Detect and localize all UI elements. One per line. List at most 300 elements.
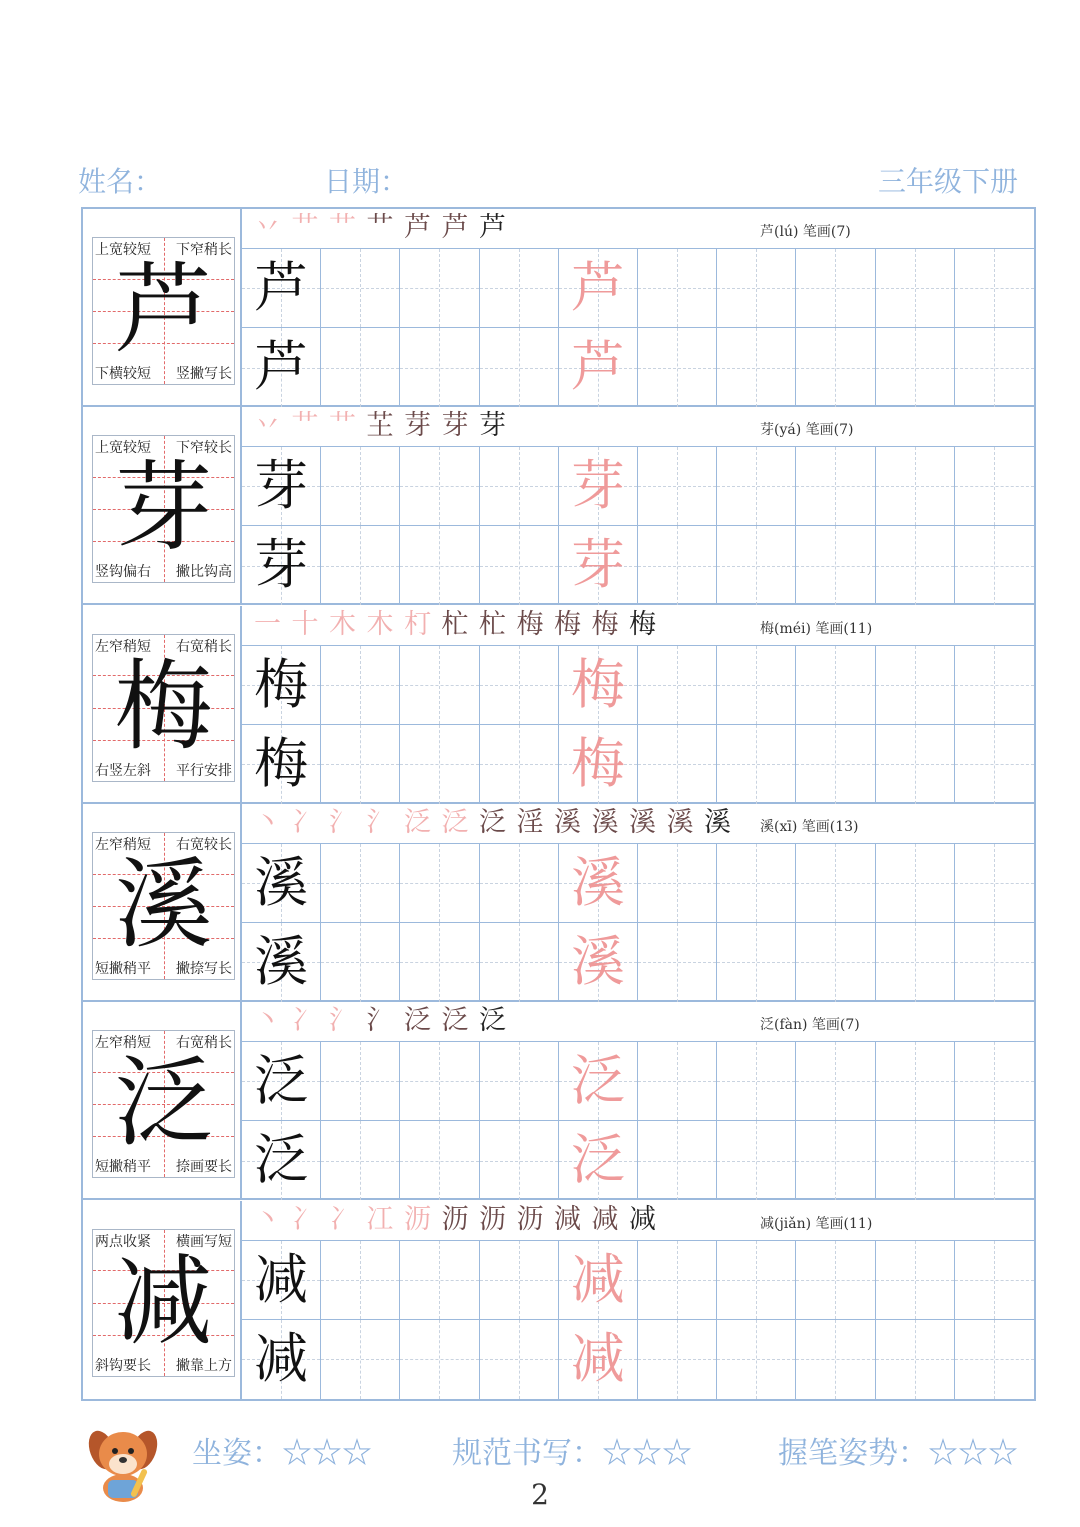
practice-cell[interactable] bbox=[559, 328, 638, 407]
character-info: 泛(fàn) 笔画(7) bbox=[760, 1017, 860, 1034]
practice-cell[interactable] bbox=[955, 249, 1034, 328]
cell-guide-line bbox=[796, 764, 874, 765]
writing-tip: 短撇稍平 bbox=[95, 960, 151, 977]
sample-character: 减 bbox=[254, 1326, 309, 1390]
practice-cell[interactable] bbox=[559, 1320, 638, 1399]
practice-cell[interactable] bbox=[717, 1241, 796, 1320]
trace-character: 泛 bbox=[570, 1049, 625, 1113]
character-block bbox=[83, 606, 1034, 804]
writing-tip: 右宽稍长 bbox=[176, 638, 232, 655]
writing-tip: 竖钩偏右 bbox=[95, 564, 151, 581]
practice-cell[interactable] bbox=[955, 844, 1034, 923]
writing-tip: 右宽较长 bbox=[176, 836, 232, 853]
cell-guide-line bbox=[321, 1081, 399, 1082]
practice-cell[interactable] bbox=[400, 1042, 479, 1121]
trace-character: 溪 bbox=[570, 850, 625, 914]
practice-cell[interactable] bbox=[717, 249, 796, 328]
practice-cell[interactable] bbox=[876, 1042, 955, 1121]
practice-cell[interactable] bbox=[242, 1042, 321, 1121]
stroke-step: 丷 bbox=[254, 212, 281, 243]
practice-cell[interactable] bbox=[559, 249, 638, 328]
cell-guide-line bbox=[638, 962, 716, 963]
stroke-step: 一 bbox=[254, 608, 281, 640]
practice-cell[interactable] bbox=[796, 249, 875, 328]
cell-guide-line bbox=[638, 883, 716, 884]
practice-cell[interactable] bbox=[876, 328, 955, 407]
cell-guide-line bbox=[400, 1081, 478, 1082]
stroke-step: 溪 bbox=[554, 806, 581, 838]
stroke-step: 冫 bbox=[291, 806, 319, 838]
practice-grid bbox=[242, 1042, 1034, 1200]
stroke-step: 氵 bbox=[329, 806, 356, 838]
writing-tip: 下横较短 bbox=[95, 366, 151, 382]
cell-guide-line bbox=[876, 764, 954, 765]
cell-guide-line bbox=[400, 368, 478, 369]
sample-character: 泛 bbox=[254, 1049, 309, 1113]
cell-guide-line bbox=[480, 288, 558, 289]
practice-cell[interactable] bbox=[717, 646, 796, 725]
stroke-step: 溪 bbox=[591, 806, 619, 838]
stroke-step: 氵 bbox=[366, 1005, 394, 1037]
cell-guide-line bbox=[796, 1081, 874, 1082]
practice-cell[interactable] bbox=[876, 447, 955, 526]
writing-tip: 左窄稍短 bbox=[95, 836, 151, 853]
model-character: 泛 bbox=[114, 1046, 213, 1161]
practice-cell[interactable] bbox=[480, 844, 559, 923]
sample-character: 芦 bbox=[254, 335, 309, 398]
practice-cell[interactable] bbox=[321, 447, 400, 526]
guide-panel bbox=[83, 407, 242, 605]
cell-guide-line bbox=[480, 1280, 558, 1281]
cell-guide-line bbox=[717, 368, 795, 369]
cell-guide-line bbox=[400, 486, 478, 487]
practice-cell[interactable] bbox=[796, 923, 875, 1002]
stroke-step: 木 bbox=[329, 608, 356, 640]
cell-guide-line bbox=[955, 486, 1034, 487]
cell-guide-line bbox=[638, 1161, 716, 1162]
cell-guide-line bbox=[876, 368, 954, 369]
practice-grid bbox=[242, 646, 1034, 804]
stroke-step: 艹 bbox=[291, 212, 319, 243]
practice-cell[interactable] bbox=[796, 328, 875, 407]
sample-character: 芽 bbox=[254, 454, 309, 518]
practice-cell[interactable] bbox=[876, 1241, 955, 1320]
practice-cell[interactable] bbox=[717, 526, 796, 605]
cell-guide-line bbox=[321, 368, 399, 369]
cell-guide-line bbox=[717, 288, 795, 289]
practice-cell[interactable] bbox=[400, 923, 479, 1002]
cell-guide-line bbox=[955, 883, 1034, 884]
practice-cell[interactable] bbox=[717, 725, 796, 804]
guide-panel bbox=[83, 1002, 242, 1200]
trace-character: 梅 bbox=[570, 731, 625, 795]
stroke-step: 泛 bbox=[441, 806, 469, 838]
practice-cell[interactable] bbox=[480, 923, 559, 1002]
practice-cell[interactable] bbox=[480, 1241, 559, 1320]
practice-cell[interactable] bbox=[400, 526, 479, 605]
practice-cell[interactable] bbox=[638, 725, 717, 804]
model-character-box bbox=[92, 237, 235, 385]
practice-cell[interactable] bbox=[400, 646, 479, 725]
cell-guide-line bbox=[876, 685, 954, 686]
cell-guide-line bbox=[400, 1359, 478, 1360]
stroke-step: 艹 bbox=[329, 410, 356, 442]
cell-guide-line bbox=[321, 883, 399, 884]
stroke-step: 木 bbox=[366, 608, 394, 640]
practice-cell[interactable] bbox=[400, 328, 479, 407]
practice-cell[interactable] bbox=[796, 1320, 875, 1399]
sample-character: 减 bbox=[254, 1247, 309, 1311]
practice-cell[interactable] bbox=[242, 1241, 321, 1320]
grade-label: 三年级下册 bbox=[878, 165, 1019, 198]
practice-cell[interactable] bbox=[400, 844, 479, 923]
model-character-box bbox=[92, 634, 235, 782]
cell-guide-line bbox=[400, 288, 478, 289]
practice-cell[interactable] bbox=[400, 1241, 479, 1320]
stroke-step: 朾 bbox=[404, 608, 431, 640]
practice-cell[interactable] bbox=[242, 526, 321, 605]
writing-tip: 下窄稍长 bbox=[176, 242, 232, 258]
practice-cell[interactable] bbox=[400, 249, 479, 328]
cell-guide-line bbox=[955, 566, 1034, 567]
practice-cell[interactable] bbox=[242, 1121, 321, 1200]
stroke-step: 沥 bbox=[516, 1203, 544, 1235]
practice-cell[interactable] bbox=[559, 1241, 638, 1320]
cell-guide-line bbox=[638, 1280, 716, 1281]
cell-guide-line bbox=[717, 1161, 795, 1162]
practice-cell[interactable] bbox=[638, 646, 717, 725]
practice-cell[interactable] bbox=[638, 447, 717, 526]
practice-cell[interactable] bbox=[876, 646, 955, 725]
practice-cell[interactable] bbox=[242, 1320, 321, 1399]
practice-cell[interactable] bbox=[955, 1121, 1034, 1200]
stroke-step: 丶 bbox=[254, 1203, 281, 1235]
character-info: 芽(yá) 笔画(7) bbox=[760, 422, 854, 439]
trace-character: 芦 bbox=[570, 335, 625, 398]
model-character: 减 bbox=[114, 1244, 213, 1359]
stroke-step: 艹 bbox=[366, 212, 394, 243]
practice-grid bbox=[242, 249, 1034, 407]
writing-stars[interactable]: ☆☆☆ bbox=[602, 1436, 692, 1471]
practice-cell[interactable] bbox=[242, 844, 321, 923]
practice-cell[interactable] bbox=[638, 328, 717, 407]
cell-guide-line bbox=[717, 1081, 795, 1082]
practice-cell[interactable] bbox=[955, 725, 1034, 804]
practice-cell[interactable] bbox=[321, 725, 400, 804]
practice-cell[interactable] bbox=[638, 1320, 717, 1399]
cell-guide-line bbox=[796, 883, 874, 884]
cell-guide-line bbox=[638, 486, 716, 487]
cell-guide-line bbox=[796, 1161, 874, 1162]
trace-character: 芽 bbox=[570, 533, 625, 597]
stroke-step: 沥 bbox=[441, 1203, 469, 1235]
stroke-step: 丷 bbox=[254, 410, 281, 442]
practice-cell[interactable] bbox=[638, 1241, 717, 1320]
writing-tip: 斜钩要长 bbox=[95, 1357, 151, 1374]
stroke-step: 梅 bbox=[516, 608, 544, 640]
practice-cell[interactable] bbox=[242, 725, 321, 804]
practice-cell[interactable] bbox=[321, 526, 400, 605]
stroke-step: 梅 bbox=[554, 608, 581, 640]
practice-cell[interactable] bbox=[480, 725, 559, 804]
cell-guide-line bbox=[480, 1081, 558, 1082]
practice-cell[interactable] bbox=[559, 725, 638, 804]
cell-guide-line bbox=[717, 566, 795, 567]
posture-rating bbox=[192, 1428, 372, 1472]
practice-grid bbox=[242, 447, 1034, 605]
stroke-step: 泛 bbox=[479, 1005, 506, 1037]
stroke-step: 減 bbox=[554, 1203, 581, 1235]
cell-guide-line bbox=[480, 764, 558, 765]
practice-cell[interactable] bbox=[321, 923, 400, 1002]
practice-cell[interactable] bbox=[242, 328, 321, 407]
cell-guide-line bbox=[796, 1280, 874, 1281]
sample-character: 芦 bbox=[254, 256, 309, 319]
practice-cell[interactable] bbox=[796, 1241, 875, 1320]
cell-guide-line bbox=[717, 962, 795, 963]
sample-character: 梅 bbox=[254, 731, 309, 795]
stroke-step: 芽 bbox=[404, 410, 431, 442]
practice-cell[interactable] bbox=[480, 447, 559, 526]
character-block bbox=[83, 407, 1034, 605]
practice-cell[interactable] bbox=[955, 1320, 1034, 1399]
cell-guide-line bbox=[638, 685, 716, 686]
practice-cell[interactable] bbox=[955, 1042, 1034, 1121]
practice-cell[interactable] bbox=[559, 447, 638, 526]
practice-cell[interactable] bbox=[955, 447, 1034, 526]
name-label: 姓名： bbox=[78, 165, 163, 198]
practice-cell[interactable] bbox=[638, 844, 717, 923]
stroke-step: 梅 bbox=[591, 608, 619, 640]
practice-cell[interactable] bbox=[876, 1121, 955, 1200]
cell-guide-line bbox=[321, 1161, 399, 1162]
practice-cell[interactable] bbox=[480, 646, 559, 725]
practice-cell[interactable] bbox=[321, 844, 400, 923]
cell-guide-line bbox=[400, 566, 478, 567]
practice-cell[interactable] bbox=[242, 923, 321, 1002]
stroke-step: 杧 bbox=[441, 608, 469, 640]
trace-character: 梅 bbox=[570, 652, 625, 716]
cell-guide-line bbox=[480, 883, 558, 884]
writing-tip: 右竖左斜 bbox=[95, 762, 151, 779]
practice-cell[interactable] bbox=[717, 844, 796, 923]
practice-cell[interactable] bbox=[796, 725, 875, 804]
practice-cell[interactable] bbox=[321, 328, 400, 407]
cell-guide-line bbox=[638, 1081, 716, 1082]
cell-guide-line bbox=[400, 685, 478, 686]
practice-cell[interactable] bbox=[559, 646, 638, 725]
practice-cell[interactable] bbox=[242, 249, 321, 328]
writing-tip: 撇靠上方 bbox=[176, 1357, 232, 1374]
practice-cell[interactable] bbox=[796, 1121, 875, 1200]
practice-cell[interactable] bbox=[559, 1121, 638, 1200]
practice-cell[interactable] bbox=[876, 526, 955, 605]
stroke-step: 减 bbox=[591, 1203, 619, 1235]
practice-cell[interactable] bbox=[480, 1121, 559, 1200]
practice-cell[interactable] bbox=[717, 1121, 796, 1200]
practice-cell[interactable] bbox=[955, 923, 1034, 1002]
cell-guide-line bbox=[876, 288, 954, 289]
cell-guide-line bbox=[321, 486, 399, 487]
cell-guide-line bbox=[400, 962, 478, 963]
cell-guide-line bbox=[876, 486, 954, 487]
model-character: 芽 bbox=[114, 451, 213, 566]
practice-cell[interactable] bbox=[321, 646, 400, 725]
practice-cell[interactable] bbox=[480, 1320, 559, 1399]
writing-label: 规范书写： bbox=[452, 1436, 602, 1471]
posture-stars[interactable]: ☆☆☆ bbox=[282, 1436, 372, 1471]
practice-cell[interactable] bbox=[400, 1320, 479, 1399]
practice-cell[interactable] bbox=[717, 447, 796, 526]
cell-guide-line bbox=[796, 288, 874, 289]
stroke-step: 杧 bbox=[479, 608, 506, 640]
character-block bbox=[83, 804, 1034, 1002]
cell-guide-line bbox=[717, 764, 795, 765]
character-block bbox=[83, 1002, 1034, 1200]
practice-cell[interactable] bbox=[321, 1241, 400, 1320]
practice-cell[interactable] bbox=[955, 328, 1034, 407]
practice-cell[interactable] bbox=[559, 923, 638, 1002]
stroke-step: 十 bbox=[291, 608, 319, 640]
cell-guide-line bbox=[876, 1359, 954, 1360]
stroke-step: 芦 bbox=[404, 212, 431, 243]
stroke-step: 泛 bbox=[404, 806, 431, 838]
cell-guide-line bbox=[796, 368, 874, 369]
practice-cell[interactable] bbox=[796, 1042, 875, 1121]
trace-character: 减 bbox=[570, 1247, 625, 1311]
cell-guide-line bbox=[400, 1161, 478, 1162]
practice-cell[interactable] bbox=[955, 646, 1034, 725]
practice-cell[interactable] bbox=[876, 249, 955, 328]
stroke-step: 冮 bbox=[366, 1203, 394, 1235]
writing-tip: 右宽稍长 bbox=[176, 1035, 232, 1052]
cell-guide-line bbox=[876, 1081, 954, 1082]
stroke-order-strip bbox=[242, 1002, 1034, 1042]
trace-character: 芦 bbox=[570, 256, 625, 319]
trace-character: 溪 bbox=[570, 929, 625, 993]
cell-guide-line bbox=[717, 1280, 795, 1281]
practice-cell[interactable] bbox=[638, 249, 717, 328]
cell-guide-line bbox=[796, 962, 874, 963]
guide-panel bbox=[83, 804, 242, 1002]
stroke-step: 泛 bbox=[441, 1005, 469, 1037]
practice-cell[interactable] bbox=[321, 1320, 400, 1399]
practice-cell[interactable] bbox=[638, 1121, 717, 1200]
cell-guide-line bbox=[955, 288, 1034, 289]
stroke-step: 冫 bbox=[291, 1203, 319, 1235]
stroke-order-strip bbox=[242, 1201, 1034, 1241]
cell-guide-line bbox=[876, 1280, 954, 1281]
character-info: 减(jiǎn) 笔画(11) bbox=[760, 1215, 873, 1232]
practice-grid bbox=[242, 844, 1034, 1002]
practice-cell[interactable] bbox=[321, 249, 400, 328]
practice-cell[interactable] bbox=[876, 1320, 955, 1399]
cell-guide-line bbox=[796, 486, 874, 487]
practice-cell[interactable] bbox=[400, 725, 479, 804]
writing-tip: 平行安排 bbox=[176, 762, 232, 779]
practice-cell[interactable] bbox=[559, 1042, 638, 1121]
practice-cell[interactable] bbox=[796, 646, 875, 725]
cell-guide-line bbox=[876, 566, 954, 567]
practice-cell[interactable] bbox=[321, 1121, 400, 1200]
cell-guide-line bbox=[321, 1280, 399, 1281]
practice-cell[interactable] bbox=[717, 328, 796, 407]
cell-guide-line bbox=[480, 566, 558, 567]
stroke-step: 减 bbox=[629, 1203, 656, 1235]
stroke-order-strip bbox=[242, 407, 1034, 447]
guide-panel bbox=[83, 606, 242, 804]
practice-cell[interactable] bbox=[717, 923, 796, 1002]
sample-character: 芽 bbox=[254, 533, 309, 597]
model-character-box bbox=[92, 1030, 235, 1178]
practice-cell[interactable] bbox=[480, 526, 559, 605]
stroke-step: 芦 bbox=[441, 212, 469, 243]
practice-cell[interactable] bbox=[876, 725, 955, 804]
practice-cell[interactable] bbox=[242, 646, 321, 725]
character-block bbox=[83, 1201, 1034, 1399]
stroke-step: 氵 bbox=[366, 806, 394, 838]
posture-label: 坐姿： bbox=[192, 1436, 282, 1471]
practice-cell[interactable] bbox=[559, 844, 638, 923]
cell-guide-line bbox=[321, 566, 399, 567]
practice-cell[interactable] bbox=[876, 923, 955, 1002]
stroke-step: 芏 bbox=[366, 410, 394, 442]
character-block bbox=[83, 209, 1034, 407]
practice-cell[interactable] bbox=[796, 447, 875, 526]
model-character-box bbox=[92, 832, 235, 980]
practice-cell[interactable] bbox=[876, 844, 955, 923]
practice-cell[interactable] bbox=[480, 249, 559, 328]
grip-stars[interactable]: ☆☆☆ bbox=[928, 1436, 1018, 1471]
practice-cell[interactable] bbox=[717, 1042, 796, 1121]
stroke-step: 芦 bbox=[479, 212, 506, 243]
practice-cell[interactable] bbox=[796, 526, 875, 605]
trace-character: 芽 bbox=[570, 454, 625, 518]
stroke-step: 沥 bbox=[404, 1203, 431, 1235]
stroke-step: 艹 bbox=[291, 410, 319, 442]
cell-guide-line bbox=[321, 764, 399, 765]
practice-cell[interactable] bbox=[955, 1241, 1034, 1320]
practice-cell[interactable] bbox=[796, 844, 875, 923]
cell-guide-line bbox=[876, 883, 954, 884]
cell-guide-line bbox=[321, 288, 399, 289]
page-number: 2 bbox=[531, 1478, 549, 1511]
practice-cell[interactable] bbox=[638, 1042, 717, 1121]
practice-cell[interactable] bbox=[400, 447, 479, 526]
cell-guide-line bbox=[638, 368, 716, 369]
stroke-step: 丶 bbox=[254, 1005, 281, 1037]
stroke-step: 溪 bbox=[666, 806, 694, 838]
practice-cell[interactable] bbox=[559, 526, 638, 605]
practice-cell[interactable] bbox=[480, 328, 559, 407]
writing-tip: 短撇稍平 bbox=[95, 1159, 151, 1176]
stroke-step: 冫 bbox=[291, 1005, 319, 1037]
practice-cell[interactable] bbox=[638, 526, 717, 605]
sample-character: 泛 bbox=[254, 1128, 309, 1192]
practice-cell[interactable] bbox=[321, 1042, 400, 1121]
practice-cell[interactable] bbox=[638, 923, 717, 1002]
cell-guide-line bbox=[955, 962, 1034, 963]
practice-cell[interactable] bbox=[717, 1320, 796, 1399]
practice-cell[interactable] bbox=[955, 526, 1034, 605]
practice-cell[interactable] bbox=[400, 1121, 479, 1200]
guide-panel bbox=[83, 1201, 242, 1399]
practice-cell[interactable] bbox=[480, 1042, 559, 1121]
cell-guide-line bbox=[955, 1359, 1034, 1360]
trace-character: 减 bbox=[570, 1326, 625, 1390]
practice-cell[interactable] bbox=[242, 447, 321, 526]
cell-guide-line bbox=[321, 962, 399, 963]
